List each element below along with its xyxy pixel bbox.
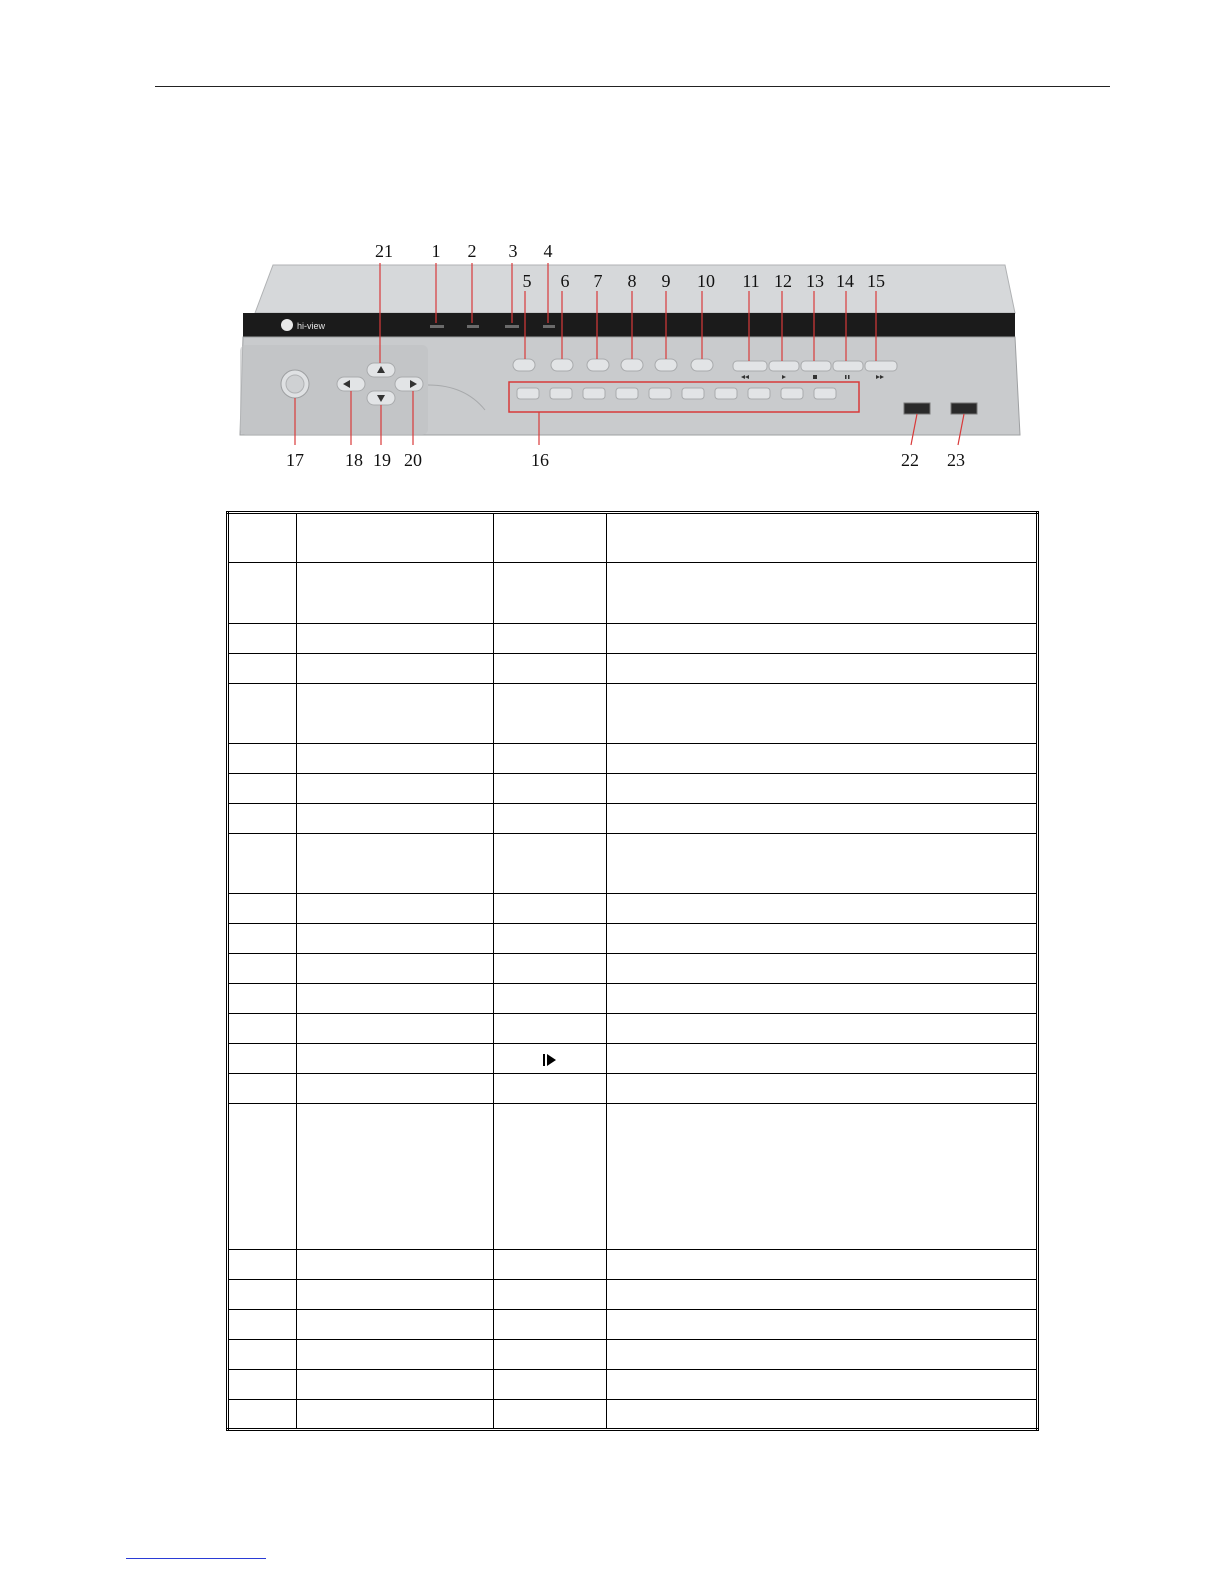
table-cell-c4: [606, 624, 1037, 654]
table-cell-c2: [296, 1370, 493, 1400]
brand-logo-icon: [281, 319, 293, 331]
table-cell-c1: [228, 563, 297, 624]
channel-2-button: [550, 388, 572, 399]
callout-15: 15: [867, 271, 885, 291]
table-row: [228, 774, 1038, 804]
table-cell-c1: [228, 1370, 297, 1400]
table-row: [228, 1280, 1038, 1310]
table-cell-c4: [606, 1250, 1037, 1280]
usb-port-1: [904, 403, 930, 414]
channel-3-button: [583, 388, 605, 399]
table-cell-c3: [493, 1014, 606, 1044]
arrow-left-button: [337, 377, 365, 391]
callout-6: 6: [560, 271, 570, 291]
table-row: [228, 834, 1038, 894]
table-cell-c2: [296, 513, 493, 563]
channel-0-button: [814, 388, 836, 399]
table-cell-c4: [606, 1370, 1037, 1400]
callout-16: 16: [531, 450, 549, 470]
channel-6-button: [682, 388, 704, 399]
table-cell-c3: [493, 1370, 606, 1400]
table-cell-c4: [606, 1400, 1037, 1430]
rewind-button: [733, 361, 767, 371]
table-cell-c3: [493, 774, 606, 804]
arrow-right-button: [395, 377, 423, 391]
table-cell-c4: [606, 804, 1037, 834]
table-cell-c4: [606, 774, 1037, 804]
table-cell-c2: [296, 894, 493, 924]
callout-13: 13: [806, 271, 824, 291]
front-panel-spec-table: [226, 511, 1039, 1431]
callout-22: 22: [901, 450, 919, 470]
led-play: [505, 325, 519, 328]
table-row: [228, 894, 1038, 924]
table-cell-c3: [493, 624, 606, 654]
callout-2: 2: [467, 241, 477, 261]
table-cell-c4: [606, 894, 1037, 924]
table-cell-c4: [606, 1340, 1037, 1370]
table-cell-c3: [493, 1280, 606, 1310]
table-cell-c1: [228, 654, 297, 684]
callout-10: 10: [697, 271, 715, 291]
table-row: [228, 1340, 1038, 1370]
table-cell-c1: [228, 744, 297, 774]
led-hdd: [543, 325, 555, 328]
table-cell-c1: [228, 1014, 297, 1044]
table-cell-c4: [606, 1074, 1037, 1104]
channel-1-button: [517, 388, 539, 399]
table-row: [228, 1044, 1038, 1074]
callout-21: 21: [375, 241, 393, 261]
brand-wordmark: hi-view: [297, 321, 326, 331]
table-cell-c4: [606, 924, 1037, 954]
table-cell-c3: [493, 563, 606, 624]
led-rec: [467, 325, 479, 328]
table-cell-c1: [228, 684, 297, 744]
table-row: [228, 1310, 1038, 1340]
dvr-front-panel-illustration: [225, 235, 1045, 480]
table-row: [228, 513, 1038, 563]
table-row: [228, 563, 1038, 624]
callout-8: 8: [627, 271, 637, 291]
enter-button: [551, 359, 573, 371]
table-cell-c4: [606, 984, 1037, 1014]
table-cell-c2: [296, 774, 493, 804]
usb-port-2: [951, 403, 977, 414]
table-row: [228, 984, 1038, 1014]
table-cell-c4: [606, 1310, 1037, 1340]
table-row: [228, 654, 1038, 684]
table-cell-c2: [296, 804, 493, 834]
callout-4: 4: [543, 241, 553, 261]
table-row: [228, 954, 1038, 984]
table-cell-c2: [296, 1400, 493, 1430]
play-button: [769, 361, 799, 371]
callout-18: 18: [345, 450, 363, 470]
table-row: [228, 684, 1038, 744]
table-cell-c2: [296, 1014, 493, 1044]
menu-button: [513, 359, 535, 371]
callout-14: 14: [836, 271, 854, 291]
table-cell-c2: [296, 563, 493, 624]
dvr-display-strip: [243, 313, 1015, 337]
table-cell-c4: [606, 513, 1037, 563]
table-cell-c1: [228, 1250, 297, 1280]
dvr-front-panel-figure: [225, 235, 1045, 480]
table-cell-c3: [493, 744, 606, 774]
table-cell-c3: [493, 924, 606, 954]
table-cell-c4: [606, 834, 1037, 894]
table-cell-c3: [493, 1250, 606, 1280]
stop-button: [801, 361, 831, 371]
callout-7: 7: [593, 271, 603, 291]
table-row: [228, 1014, 1038, 1044]
table-cell-c2: [296, 744, 493, 774]
table-cell-c3: [493, 984, 606, 1014]
table-cell-c4: [606, 684, 1037, 744]
callout-20: 20: [404, 450, 422, 470]
display-button: [621, 359, 643, 371]
table-cell-c1: [228, 834, 297, 894]
table-cell-c3: [493, 1340, 606, 1370]
table-row: [228, 1074, 1038, 1104]
table-cell-c1: [228, 924, 297, 954]
table-row: [228, 804, 1038, 834]
table-cell-c1: [228, 624, 297, 654]
table-cell-c1: [228, 513, 297, 563]
table-row: [228, 1400, 1038, 1430]
table-cell-c3: [493, 834, 606, 894]
callout-9: 9: [661, 271, 671, 291]
table-row: [228, 1370, 1038, 1400]
step-play-icon: [542, 1053, 558, 1067]
table-cell-c4: [606, 1044, 1037, 1074]
callout-5: 5: [522, 271, 532, 291]
table-cell-c2: [296, 1280, 493, 1310]
table-cell-c1: [228, 1044, 297, 1074]
table-cell-c4: [606, 563, 1037, 624]
table-cell-c1: [228, 894, 297, 924]
table-row: [228, 1104, 1038, 1250]
table-cell-c2: [296, 954, 493, 984]
table-cell-c1: [228, 1400, 297, 1430]
callout-23: 23: [947, 450, 965, 470]
table-cell-c1: [228, 1280, 297, 1310]
table-row: [228, 744, 1038, 774]
table-cell-c3: [493, 1310, 606, 1340]
table-cell-c2: [296, 684, 493, 744]
fast-forward-button: [865, 361, 897, 371]
callout-17: 17: [286, 450, 304, 470]
table-cell-c2: [296, 1104, 493, 1250]
callout-12: 12: [774, 271, 792, 291]
table-cell-c3: [493, 954, 606, 984]
callout-3: 3: [508, 241, 518, 261]
table-cell-c1: [228, 774, 297, 804]
table-cell-c1: [228, 1074, 297, 1104]
led-power: [430, 325, 444, 328]
table-cell-c3: [493, 684, 606, 744]
table-cell-c1: [228, 1310, 297, 1340]
channel-4-button: [616, 388, 638, 399]
table-cell-c3: [493, 1074, 606, 1104]
table-row: [228, 1250, 1038, 1280]
table-cell-c2: [296, 654, 493, 684]
table-row: [228, 924, 1038, 954]
table-cell-c2: [296, 1340, 493, 1370]
table-cell-c3: [493, 1400, 606, 1430]
table-cell-c3: [493, 513, 606, 563]
table-cell-c2: [296, 1250, 493, 1280]
table-cell-c4: [606, 654, 1037, 684]
table-cell-c3: [493, 804, 606, 834]
footer-link-underline: [126, 1558, 266, 1559]
table-cell-c1: [228, 954, 297, 984]
table-cell-c2: [296, 1044, 493, 1074]
callout-1: 1: [431, 241, 441, 261]
table-cell-c4: [606, 1014, 1037, 1044]
table-cell-c2: [296, 834, 493, 894]
callout-19: 19: [373, 450, 391, 470]
callout-11: 11: [742, 271, 760, 291]
mute-button: [587, 359, 609, 371]
table-row: [228, 624, 1038, 654]
table-cell-c3: [493, 654, 606, 684]
table-cell-c3: [493, 1044, 606, 1074]
table-cell-c3: [493, 894, 606, 924]
channel-9-button: [781, 388, 803, 399]
table-cell-c4: [606, 1280, 1037, 1310]
table-cell-c2: [296, 624, 493, 654]
header-rule: [155, 86, 1110, 87]
channel-7-button: [715, 388, 737, 399]
table-cell-c4: [606, 1104, 1037, 1250]
table-cell-c2: [296, 924, 493, 954]
pip-button: [691, 359, 713, 371]
table-cell-c2: [296, 1310, 493, 1340]
auto-button: [655, 359, 677, 371]
table-cell-c2: [296, 1074, 493, 1104]
table-cell-c4: [606, 744, 1037, 774]
table-cell-c1: [228, 984, 297, 1014]
table-cell-c3: [493, 1104, 606, 1250]
channel-5-button: [649, 388, 671, 399]
table-cell-c1: [228, 804, 297, 834]
table-cell-c1: [228, 1340, 297, 1370]
table-cell-c2: [296, 984, 493, 1014]
table-cell-c1: [228, 1104, 297, 1250]
channel-8-button: [748, 388, 770, 399]
pause-button: [833, 361, 863, 371]
table-cell-c4: [606, 954, 1037, 984]
spec-table-body: [228, 513, 1038, 1430]
